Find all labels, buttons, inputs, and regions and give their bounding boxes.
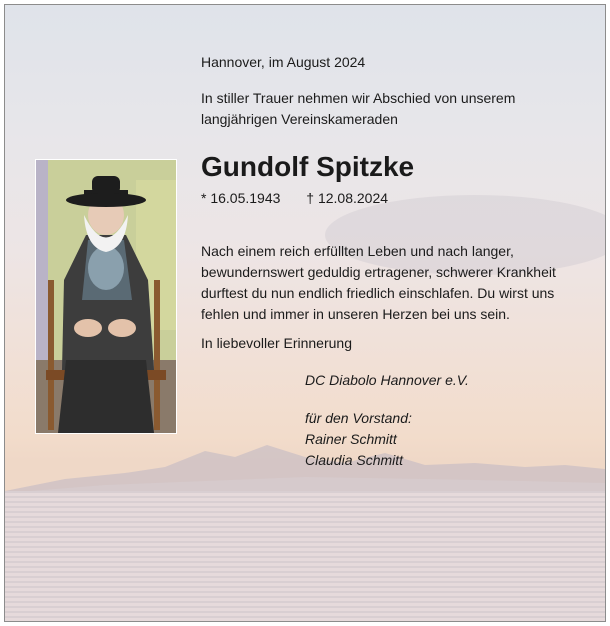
portrait-photo <box>35 159 177 434</box>
body-line-2: bewundernswert geduldig ertragener, schwerer Krankheit <box>201 264 556 280</box>
intro-line-1: In stiller Trauer nehmen wir Abschied von unserem <box>201 90 516 106</box>
portrait-illustration <box>36 160 176 433</box>
place-date: Hannover, im August 2024 <box>201 54 366 70</box>
signer-2: Claudia Schmitt <box>305 452 404 468</box>
deceased-name: Gundolf Spitzke <box>201 151 415 182</box>
signer-1: Rainer Schmitt <box>305 431 397 447</box>
body-line-3: durftest du nun endlich friedlich einschlafen. Du wirst uns <box>201 285 555 301</box>
sea-background <box>5 491 605 621</box>
closing-line: In liebevoller Erinnerung <box>201 335 352 351</box>
body-line-4: fehlen und immer in unseren Herzen bei uns sein. <box>201 306 510 322</box>
club-name: DC Diabolo Hannover e.V. <box>305 372 469 388</box>
body-line-1: Nach einem reich erfüllten Leben und nach langer, <box>201 243 514 259</box>
intro-line-2: langjährigen Vereinskameraden <box>201 111 398 127</box>
life-dates <box>201 190 388 206</box>
birth-date: * 16.05.1943 <box>201 190 281 206</box>
board-label: für den Vorstand: <box>305 410 412 426</box>
death-date: † 12.08.2024 <box>306 190 389 206</box>
obituary-card <box>4 4 606 622</box>
